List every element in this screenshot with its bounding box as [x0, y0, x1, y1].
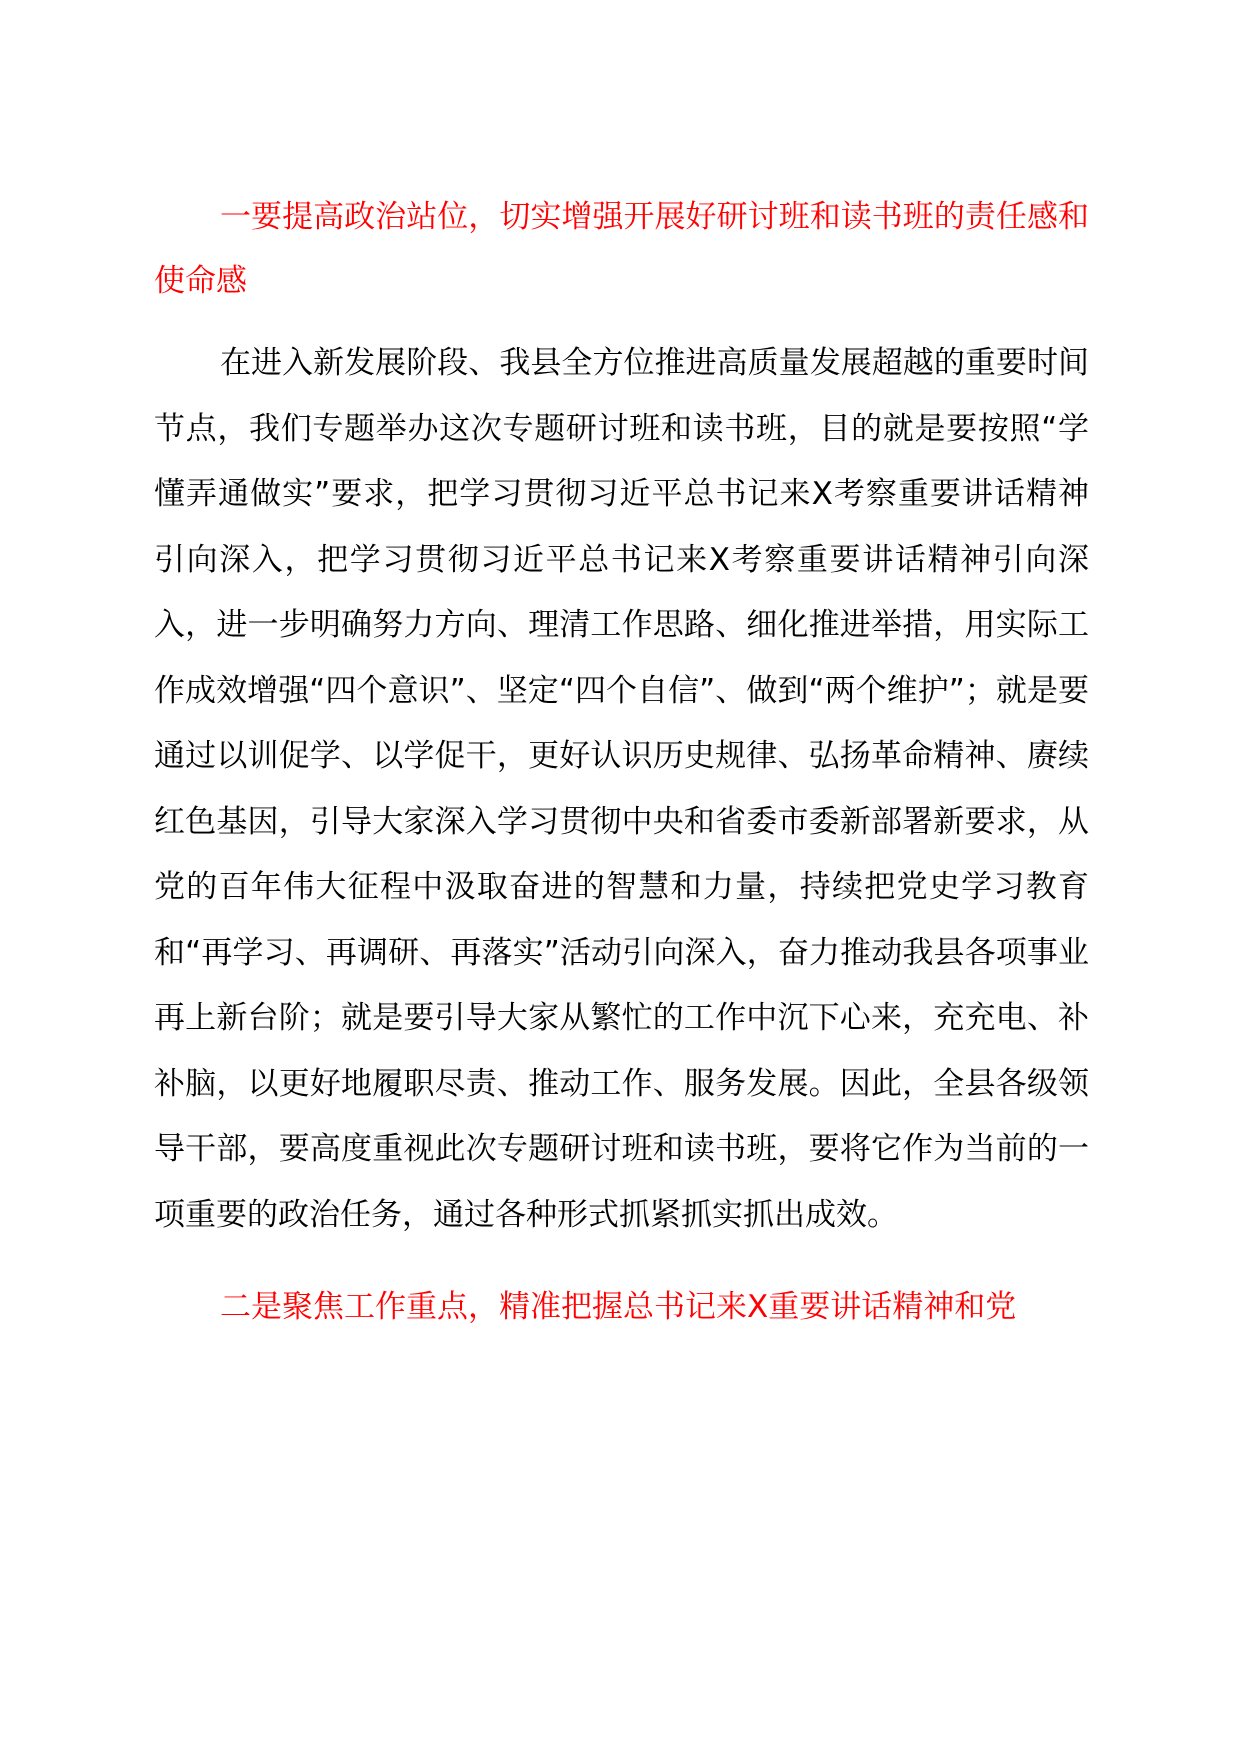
document-content	[154, 185, 1089, 1339]
section-heading-2: 二是聚焦工作重点，精准把握总书记来X重要讲话精神和党	[220, 1289, 1017, 1325]
section-heading-1: 一要提高政治站位，切实增强开展好研讨班和读书班的责任感和使命感	[154, 199, 1089, 299]
body-paragraph-1: 在进入新发展阶段、我县全方位推进高质量发展超越的重要时间节点，我们专题举办这次专题研讨班和读书班，目的就是要按照“学懂弄通做实”要求，把学习贯彻习近平总书记来X考察重要讲话精神引向深入，把学习贯彻习近平总书记来X考察重要讲话精神引向深入，进一步明确努力方向、理清工作思路、细化推进举措，用实际工作成效增强“四个意识”、坚定“四个自信”、做到“两个维护”；就是要通过以训促学、以学促干，更好认识历史规律、弘扬革命精神、赓续红色基因，引导大家深入学习贯彻中央和省委市委新部署新要求，从党的百年伟大征程中汲取奋进的智慧和力量，持续把党史学习教育和“再学习、再调研、再落实”活动引向深入，奋力推动我县各项事业再上新台阶；就是要引导大家从繁忙的工作中沉下心来，充充电、补补脑，以更好地履职尽责、推动工作、服务发展。因此，全县各级领导干部，要高度重视此次专题研讨班和读书班，要将它作为当前的一项重要的政治任务，通过各种形式抓紧抓实抓出成效。	[154, 345, 1089, 1233]
